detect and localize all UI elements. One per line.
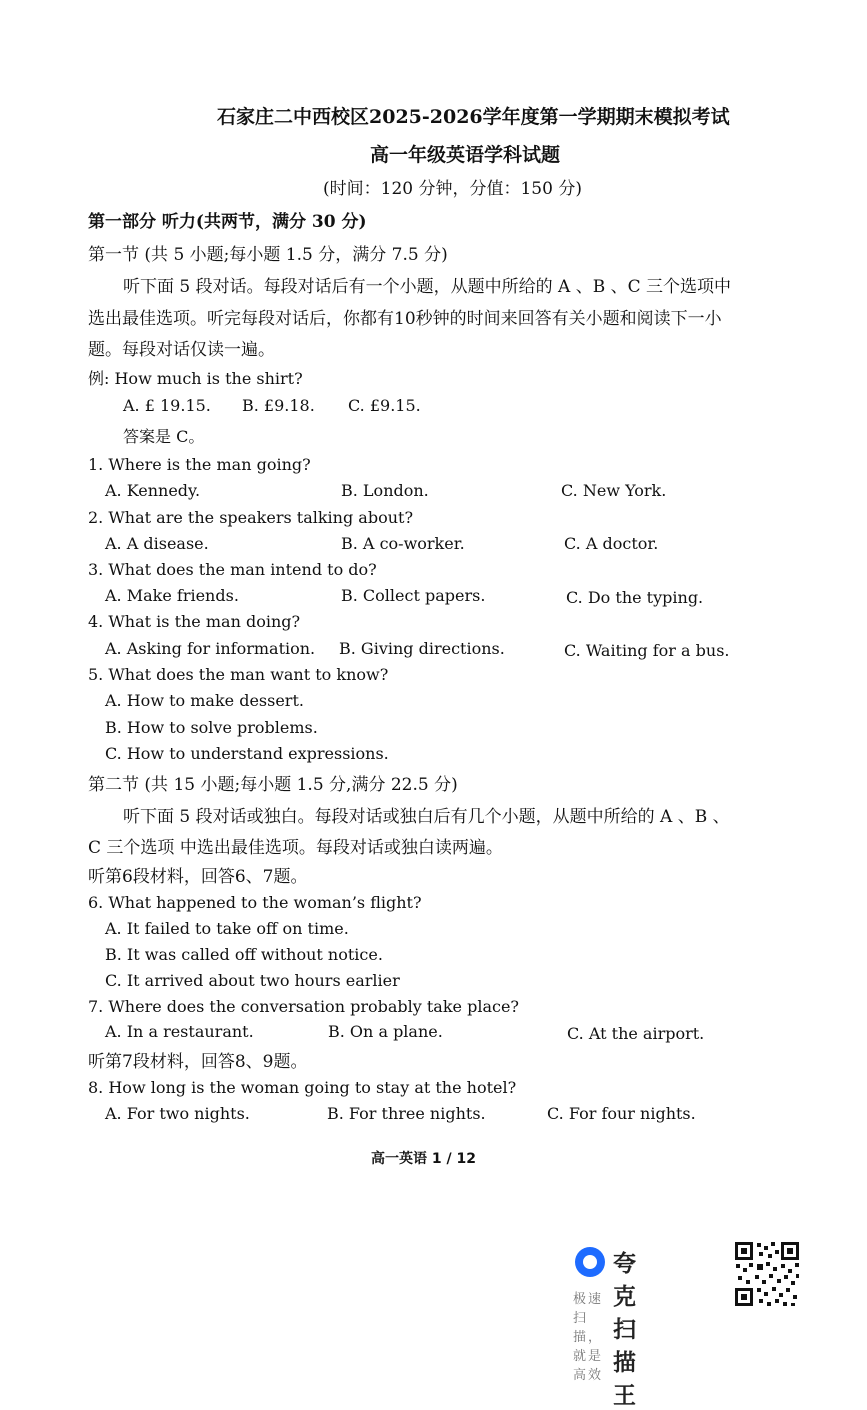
example-option: C. £9.15. [348, 396, 421, 415]
part1-heading: 第一部分 听力(共两节，满分 30 分) [88, 212, 367, 232]
option-c: C. Waiting for a bus. [564, 641, 730, 660]
option-a: A. In a restaurant. [105, 1022, 254, 1041]
material-heading: 听第7段材料，回答8、9题。 [88, 1052, 308, 1072]
example-option: B. £9.18. [242, 396, 315, 415]
option-c: C. A doctor. [564, 534, 659, 553]
question-text: 7. Where does the conversation probably take place? [88, 997, 519, 1016]
example-option: A. £ 19.15. [123, 396, 211, 415]
question-text: 6. What happened to the woman’s flight? [88, 893, 422, 912]
question-text: 1. Where is the man going? [88, 455, 311, 474]
option-c: C. Do the typing. [566, 588, 704, 607]
exam-info: (时间：120 分钟，分值：150 分) [323, 179, 582, 199]
example-answer: 答案是 C。 [123, 427, 205, 446]
option-b: B. Collect papers. [341, 586, 486, 605]
option-c: C. For four nights. [547, 1104, 696, 1123]
instruction-line: 听下面 5 段对话或独白。每段对话或独白后有几个小题，从题中所给的 A 、B 、 [123, 807, 730, 827]
page-footer: 高一英语 1 / 12 [371, 1151, 476, 1167]
exam-title: 石家庄二中西校区2025-2026学年度第一学期期末模拟考试 [217, 106, 730, 128]
section1-heading: 第一节 (共 5 小题;每小题 1.5 分，满分 7.5 分) [88, 245, 448, 265]
option-b: B. A co-worker. [341, 534, 465, 553]
option-a: A. A disease. [105, 534, 209, 553]
option-b: B. London. [341, 481, 429, 500]
option-a: A. Kennedy. [105, 481, 201, 500]
quark-logo-icon [575, 1247, 605, 1277]
option-b: B. For three nights. [327, 1104, 486, 1123]
question-text: 8. How long is the woman going to stay at the hotel? [88, 1078, 517, 1097]
option-a: A. It failed to take off on time. [105, 919, 349, 938]
question-text: 2. What are the speakers talking about? [88, 508, 414, 527]
instruction-line: 听下面 5 段对话。每段对话后有一个小题，从题中所给的 A 、B 、C 三个选项中 [123, 277, 732, 297]
option-b: B. Giving directions. [339, 639, 505, 658]
question-text: 3. What does the man intend to do? [88, 560, 377, 579]
option-b: B. On a plane. [328, 1022, 443, 1041]
option-c: C. It arrived about two hours earlier [105, 971, 400, 990]
instruction-line: 选出最佳选项。听完每段对话后，你都有10秒钟的时间来回答有关小题和阅读下一小 [88, 309, 722, 329]
option-a: A. Make friends. [105, 586, 239, 605]
app-name: 夸克扫描王 [613, 1251, 637, 1409]
material-heading: 听第6段材料，回答6、7题。 [88, 867, 308, 887]
option-b: B. How to solve problems. [105, 718, 318, 737]
example-question: 例: How much is the shirt? [88, 369, 303, 388]
option-c: C. At the airport. [567, 1024, 705, 1043]
question-text: 5. What does the man want to know? [88, 665, 389, 684]
app-slogan: 极速扫描，就是高效 [573, 1292, 604, 1383]
option-c: C. New York. [561, 481, 667, 500]
option-a: A. For two nights. [105, 1104, 250, 1123]
section2-heading: 第二节 (共 15 小题;每小题 1.5 分,满分 22.5 分) [88, 775, 458, 795]
qr-code-icon [733, 1240, 801, 1308]
option-b: B. It was called off without notice. [105, 945, 383, 964]
option-a: A. Asking for information. [105, 639, 316, 658]
option-c: C. How to understand expressions. [105, 744, 389, 763]
question-text: 4. What is the man doing? [88, 612, 301, 631]
instruction-line: C 三个选项 中选出最佳选项。每段对话或独白读两遍。 [88, 838, 503, 858]
exam-subtitle: 高一年级英语学科试题 [370, 144, 561, 166]
option-a: A. How to make dessert. [105, 691, 304, 710]
instruction-line: 题。每段对话仅读一遍。 [88, 340, 275, 360]
